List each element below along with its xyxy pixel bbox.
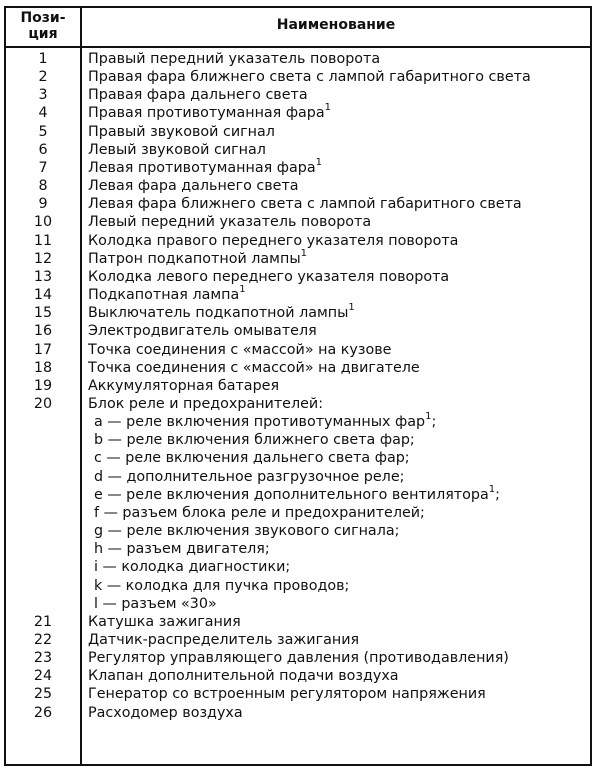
item-name-text: Правый передний указатель поворота (88, 51, 381, 67)
table-row (6, 522, 590, 540)
item-name-text: Выключатель подкапотной лампы (88, 305, 349, 322)
item-name-text: b — реле включения ближнего света фар; (94, 432, 415, 449)
position-number: 8 (38, 178, 48, 195)
position-number: 17 (33, 341, 53, 358)
item-name (88, 123, 275, 141)
item-name-text: Левая фара дальнего света (88, 178, 299, 195)
item-name-text: Точка соединения с «массой» на двигателе (88, 359, 420, 376)
item-name-text: Правая фара ближнего света с лампой габаритного света (88, 69, 531, 86)
name-column-header: Наименование (276, 17, 396, 33)
item-name (88, 268, 449, 286)
position-number: 15 (33, 305, 53, 322)
table-row (6, 86, 590, 104)
table-row (6, 431, 590, 449)
item-name-text: Левый звуковой сигнал (88, 141, 266, 158)
item-name-text: k — колодка для пучка проводов; (94, 577, 350, 594)
position-number: 24 (33, 668, 53, 685)
table-row (6, 304, 590, 322)
footnote-marker: 1 (488, 483, 496, 495)
table-row (6, 631, 590, 649)
item-name-text: f — разъем блока реле и предохранителей; (94, 504, 425, 521)
item-name-text: l — разъем «30» (94, 595, 217, 612)
table-row (6, 359, 590, 377)
item-name (94, 577, 349, 595)
table-row (6, 232, 590, 250)
item-name-text: Точка соединения с «массой» на кузове (88, 341, 392, 358)
table-row (6, 286, 590, 304)
position-number: 21 (33, 613, 53, 630)
item-name-text: Блок реле и предохранителей: (88, 395, 324, 412)
table-row (6, 558, 590, 576)
item-name (88, 359, 420, 377)
item-name-text: i — колодка диагностики; (94, 559, 291, 576)
item-name-text: Подкапотная лампа (88, 287, 240, 304)
item-name-text: Клапан дополнительной подачи воздуха (88, 668, 399, 685)
item-name (94, 595, 217, 613)
item-name (88, 649, 509, 667)
table-row (6, 704, 590, 722)
position-number: 20 (33, 395, 53, 412)
item-name-text: Расходомер воздуха (88, 704, 243, 721)
item-name (88, 141, 266, 159)
item-name-tail: ; (431, 414, 437, 431)
footnote-marker: 1 (315, 156, 322, 168)
position-header-line1: Пози- (20, 10, 66, 26)
item-name-text: Регулятор управляющего давления (противодавления) (88, 650, 509, 667)
position-number: 6 (38, 141, 48, 158)
item-name-text: Колодка левого переднего указателя поворота (88, 268, 450, 285)
position-number: 5 (38, 123, 48, 140)
table-row (6, 177, 590, 195)
position-number: 19 (33, 377, 53, 394)
item-name (88, 247, 307, 268)
footnote-marker: 1 (300, 247, 307, 259)
item-name (88, 341, 391, 359)
item-name (88, 195, 522, 213)
item-name-text: Левая противотуманная фара (88, 159, 316, 176)
item-name-text: Патрон подкапотной лампы (88, 250, 301, 267)
position-number: 23 (33, 650, 53, 667)
position-header-line2: ция (28, 26, 58, 42)
position-number: 25 (33, 686, 53, 703)
item-name-text: Правый звуковой сигнал (88, 123, 275, 140)
table-row (6, 195, 590, 213)
item-name-text: e — реле включения дополнительного вентилятора (94, 486, 489, 503)
position-number: 9 (38, 196, 48, 213)
table-row (6, 685, 590, 703)
item-name (88, 304, 355, 322)
position-number: 26 (33, 704, 53, 721)
item-name-text: Правая фара дальнего света (88, 87, 308, 104)
item-name (94, 413, 436, 431)
table-body (6, 50, 590, 722)
item-name-text: Левый передний указатель поворота (88, 214, 372, 231)
item-name (94, 483, 500, 504)
table-row (6, 104, 590, 122)
position-number: 7 (38, 159, 48, 176)
table-row (6, 156, 590, 177)
item-name (88, 613, 241, 631)
table-row (6, 667, 590, 685)
item-name-text: d — дополнительное разгрузочное реле; (94, 468, 405, 485)
item-name-text: a — реле включения противотуманных фар (94, 414, 426, 431)
item-name (88, 68, 531, 86)
item-name-text: Катушка зажигания (88, 613, 241, 630)
item-name (88, 704, 243, 722)
position-number: 11 (33, 232, 53, 249)
table-row (6, 413, 590, 431)
header-divider (6, 46, 590, 48)
position-number: 2 (38, 69, 48, 86)
item-name (88, 177, 299, 195)
item-name-text: Электродвигатель омывателя (88, 323, 317, 340)
table-row (6, 68, 590, 86)
table-row (6, 213, 590, 231)
table-row (6, 141, 590, 159)
table-row (6, 50, 590, 68)
item-name (94, 449, 410, 467)
footnote-marker: 1 (425, 411, 432, 423)
table-row (6, 595, 590, 613)
item-name (94, 504, 425, 522)
item-name-text: Правая противотуманная фара (88, 105, 325, 122)
position-number: 22 (33, 632, 53, 648)
item-name (94, 558, 290, 576)
table-row (6, 468, 590, 486)
item-name (94, 431, 415, 449)
table-row (6, 268, 590, 286)
item-name (88, 395, 323, 413)
position-number: 16 (33, 323, 53, 340)
item-name (88, 685, 486, 703)
item-name-text: Левая фара ближнего света с лампой габаритного света (88, 196, 522, 213)
item-name (88, 156, 322, 177)
item-name (94, 468, 404, 486)
position-number: 1 (38, 51, 48, 67)
position-number: 14 (33, 287, 53, 304)
position-number: 10 (33, 214, 53, 231)
table-row (6, 540, 590, 558)
item-name (88, 667, 399, 685)
item-name (88, 232, 458, 250)
item-name-text: Аккумуляторная батарея (88, 377, 280, 394)
position-number: 4 (38, 105, 48, 122)
footnote-marker: 1 (348, 302, 355, 314)
item-name (88, 286, 246, 304)
item-name (94, 540, 270, 558)
item-name-text: Датчик-распределитель зажигания (88, 632, 360, 648)
table-row (6, 613, 590, 631)
item-name (88, 86, 308, 104)
table-row (6, 341, 590, 359)
item-name-text: Генератор со встроенным регулятором напряжения (88, 686, 486, 703)
table-row (6, 577, 590, 595)
item-name (88, 104, 331, 122)
item-name-text: Колодка правого переднего указателя поворота (88, 232, 459, 249)
table-row (6, 504, 590, 522)
item-name (88, 213, 371, 231)
position-column-header (6, 10, 80, 42)
item-name (88, 322, 317, 340)
item-name-text: h — разъем двигателя; (94, 541, 270, 558)
table-row (6, 123, 590, 141)
parts-table (4, 6, 592, 766)
position-number: 3 (38, 87, 48, 104)
table-row (6, 377, 590, 395)
item-name-text: c — реле включения дальнего света фар; (94, 450, 410, 467)
table-row (6, 322, 590, 340)
item-name (88, 50, 380, 68)
table-row (6, 483, 590, 504)
position-number: 12 (33, 250, 53, 267)
item-name-tail: ; (495, 486, 500, 503)
item-name (88, 377, 279, 395)
position-number: 18 (33, 359, 53, 376)
table-row (6, 649, 590, 667)
table-row (6, 395, 590, 413)
item-name (88, 631, 359, 649)
footnote-marker: 1 (239, 284, 246, 296)
item-name (94, 522, 399, 540)
table-row (6, 247, 590, 268)
position-number: 13 (33, 268, 53, 285)
footnote-marker: 1 (324, 102, 332, 114)
table-row (6, 449, 590, 467)
item-name-text: g — реле включения звукового сигнала; (94, 523, 400, 540)
